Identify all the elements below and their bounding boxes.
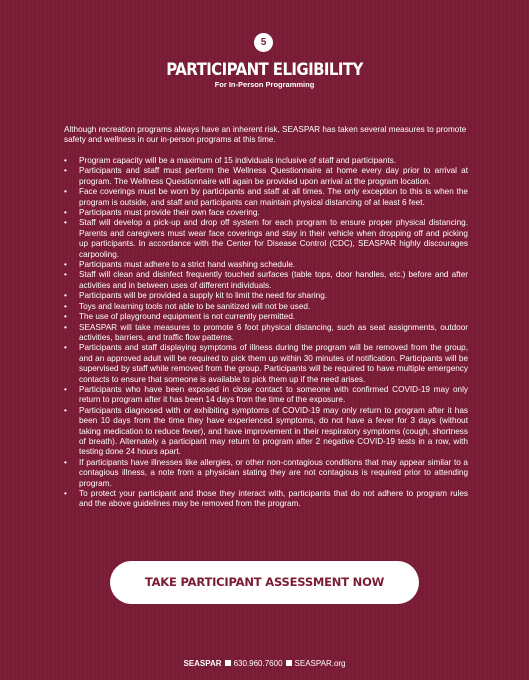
bullet-icon: •: [64, 270, 67, 280]
page-subtitle: For In-Person Programming: [214, 80, 315, 89]
rule-text: The use of playground equipment is not currently permitted.: [79, 312, 296, 322]
bullet-icon: •: [64, 457, 67, 467]
bullet-icon: •: [64, 405, 67, 415]
take-assessment-button[interactable]: TAKE PARTICIPANT ASSESSMENT NOW: [110, 561, 419, 604]
list-item: [64, 187, 468, 208]
rule-text: Participants diagnosed with or exhibiting symptoms of COVID-19 may only return to program after it has been 10 days from the time they have experienced symptoms, do not have a fever for 3 days (without taking medication to reduce fever), and have improvement in their respiratory symptoms (cough, shortness of breath). Alternately a participant may return to program after 2 negative COVID-19 tests in a row, with testing done 24 hours apart.: [79, 405, 468, 457]
rules-list: [64, 156, 468, 510]
step-number-badge: 5: [254, 33, 273, 52]
rule-text: Participants who have been exposed in close contact to someone with confirmed COVID-19 may only return to program after it has been 14 days from the time of the exposure.: [79, 384, 468, 405]
list-item: [64, 270, 468, 291]
bullet-icon: •: [64, 156, 67, 165]
list-item: [64, 312, 468, 322]
footer-website-link[interactable]: SEASPAR.org: [294, 659, 346, 668]
square-separator-icon: [286, 660, 292, 666]
bullet-icon: •: [64, 322, 67, 332]
rule-text: Staff will clean and disinfect frequently touched surfaces (table tops, door handles, etc.) before and after activities and in between uses of different individuals.: [79, 270, 468, 290]
bullet-icon: •: [64, 312, 67, 322]
bullet-icon: •: [64, 343, 67, 353]
list-item: [64, 260, 468, 270]
list-item: [64, 166, 468, 187]
list-item: [64, 302, 468, 312]
rule-text: Participants will be provided a supply kit to limit the need for sharing.: [79, 291, 328, 301]
rule-text: Participants and staff must perform the Wellness Questionnaire at home every day prior to arrival at program. The Wellness Questionnaire will again be provided upon arrival at the program location.: [79, 166, 468, 186]
list-item: [64, 458, 468, 489]
bullet-icon: •: [64, 384, 67, 394]
list-item: [64, 218, 468, 260]
square-separator-icon: [225, 660, 231, 666]
footer-phone[interactable]: 630.960.7600: [233, 659, 283, 668]
list-item: [64, 489, 468, 510]
bullet-icon: •: [64, 208, 67, 218]
list-item: [64, 406, 468, 458]
footer: [0, 659, 529, 668]
rule-text: Participants must provide their own face covering.: [79, 208, 260, 218]
list-item: [64, 385, 468, 406]
rule-text: Face coverings must be worn by participants and staff at all times. The only exception to this is when the program is outside, and staff and participants can maintain physical distancing of at least 6 feet.: [79, 187, 468, 207]
rule-text: To protect your participant and those they interact with, participants that do not adhere to program rules and the above guidelines may be removed from the program.: [79, 489, 468, 509]
bullet-icon: •: [64, 260, 67, 270]
bullet-icon: •: [64, 218, 67, 228]
intro-paragraph: Although recreation programs always have an inherent risk, SEASPAR has taken several measures to promote safety and wellness in our in-person programs at this time.: [64, 125, 467, 145]
rule-text: Participants must adhere to a strict hand washing schedule.: [79, 260, 296, 270]
bullet-icon: •: [64, 489, 67, 498]
footer-brand: SEASPAR: [183, 659, 222, 668]
bullet-icon: •: [64, 291, 67, 301]
page-title: PARTICIPANT ELIGIBILITY: [166, 58, 363, 80]
rule-text: Toys and learning tools not able to be sanitized will not be used.: [79, 301, 311, 311]
rule-text: Program capacity will be a maximum of 15 individuals inclusive of staff and participants.: [79, 156, 397, 165]
rule-text: If participants have illnesses like allergies, or other non-contagious conditions that may appear similar to a contagious illness, a note from a physician stating they are not contagious is required prior to attending program.: [79, 457, 468, 488]
list-item: [64, 343, 468, 385]
bullet-icon: •: [64, 301, 67, 311]
list-item: [64, 291, 468, 301]
bullet-icon: •: [64, 166, 67, 176]
bullet-icon: •: [64, 187, 67, 197]
list-item: [64, 156, 468, 166]
rule-text: SEASPAR will take measures to promote 6 foot physical distancing, such as seat assignments, outdoor activities, barriers, and traffic flow patterns.: [79, 322, 468, 342]
list-item: [64, 323, 468, 344]
rule-text: Staff will develop a pick-up and drop off system for each program to ensure proper physical distancing. Parents and caregivers must wear face coverings and stay in their vehicle when dropping off and picking up participants. In accordance with the Center for Disease Control (CDC), SEASPAR highly discourages carpooling.: [79, 218, 468, 259]
rule-text: Participants and staff displaying symptoms of illness during the program will be removed from the group, and an approved adult will be required to pick them up within 30 minutes of notification. Participants will be supervised by staff while removed from the group. Participants will be required to have multiple emergency contacts to ensure that someone is available to pick them up if the need arises.: [79, 343, 468, 384]
list-item: [64, 208, 468, 218]
